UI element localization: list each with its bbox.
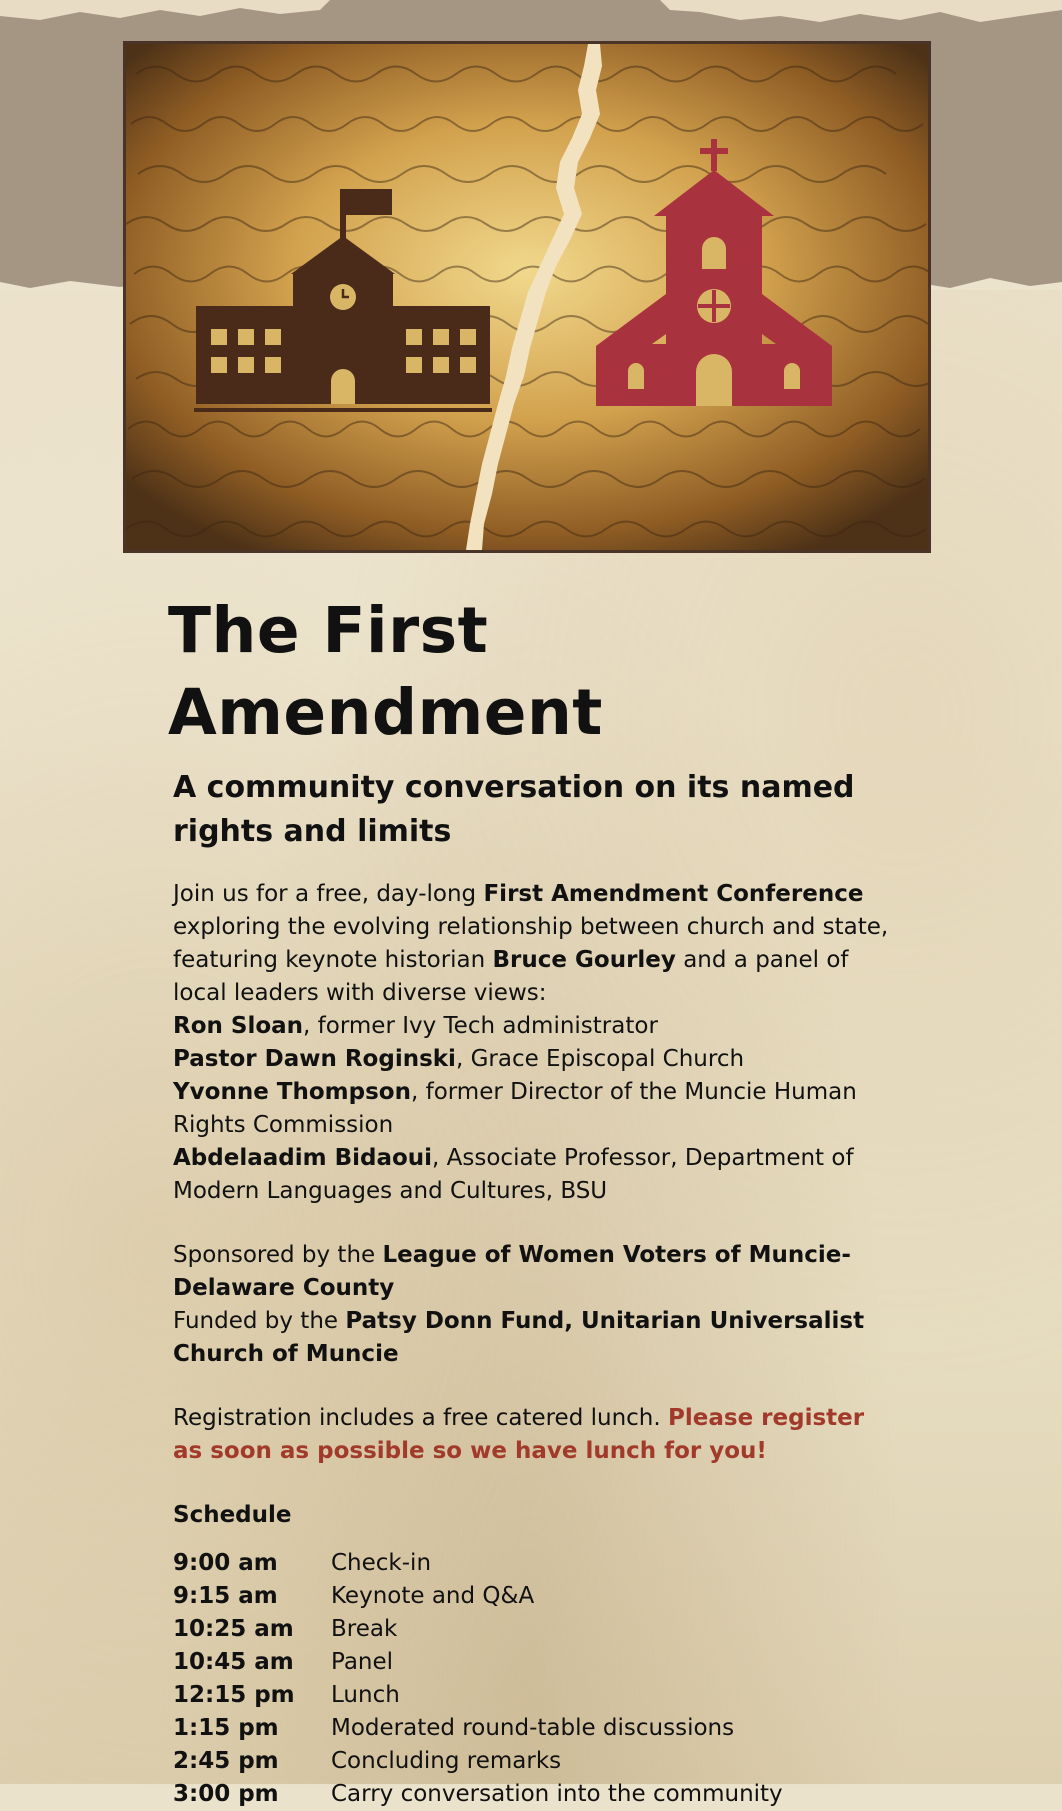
panelist: Abdelaadim Bidaoui, Associate Professor, Department of Modern Languages and Cultures, BSU: [173, 1145, 854, 1204]
sponsor-block: [173, 1239, 893, 1371]
schedule-row: 10:45 am Panel: [173, 1649, 394, 1675]
registration-alert: Please register as soon as possible so we have lunch for you!: [173, 1405, 865, 1464]
main-content: [168, 590, 893, 1811]
intro-paragraph: Join us for a free, day-long First Amendment Conference exploring the evolving relationship between church and state, featuring keynote historian Bruce Gourley and a panel of local leaders with diverse views: Ron Sloan, former Ivy Tech administrator Pastor Dawn Roginski, Grace Episcopal Church Yvonne Thompson, former Director of the Muncie Human Rights Commission Abdelaadim Bidaoui, Associate Professor, Department of Modern Languages and Cultures, BSU: [173, 878, 893, 1208]
registration-note: Registration includes a free catered lunch. Please register as soon as possible so we have lunch for you!: [173, 1405, 865, 1464]
funder-line: Funded by the Patsy Donn Fund, Unitarian Universalist Church of Muncie: [173, 1308, 865, 1367]
schedule-row: 3:00 pm Carry conversation into the community: [173, 1781, 783, 1807]
schedule-heading: Schedule: [173, 1502, 292, 1528]
schedule-row: 1:15 pm Moderated round-table discussions: [173, 1715, 735, 1741]
schedule-row: 9:15 am Keynote and Q&A: [173, 1583, 535, 1609]
schedule-row: 2:45 pm Concluding remarks: [173, 1748, 562, 1774]
schedule-list: [173, 1547, 893, 1811]
schedule-row: 10:25 am Break: [173, 1616, 398, 1642]
sponsor-line: Sponsored by the League of Women Voters of Muncie-Delaware County: [173, 1242, 851, 1301]
page-subtitle: A community conversation on its named rights and limits: [173, 770, 855, 849]
panelist: Ron Sloan, former Ivy Tech administrator: [173, 1013, 658, 1039]
panelist: Pastor Dawn Roginski, Grace Episcopal Church: [173, 1046, 745, 1072]
panelist: Yvonne Thompson, former Director of the Muncie Human Rights Commission: [173, 1079, 857, 1138]
page-title: The First Amendment: [168, 594, 603, 749]
hero-image: [123, 41, 931, 553]
schedule-row: 9:00 am Check-in: [173, 1550, 432, 1576]
schedule-row: 12:15 pm Lunch: [173, 1682, 400, 1708]
